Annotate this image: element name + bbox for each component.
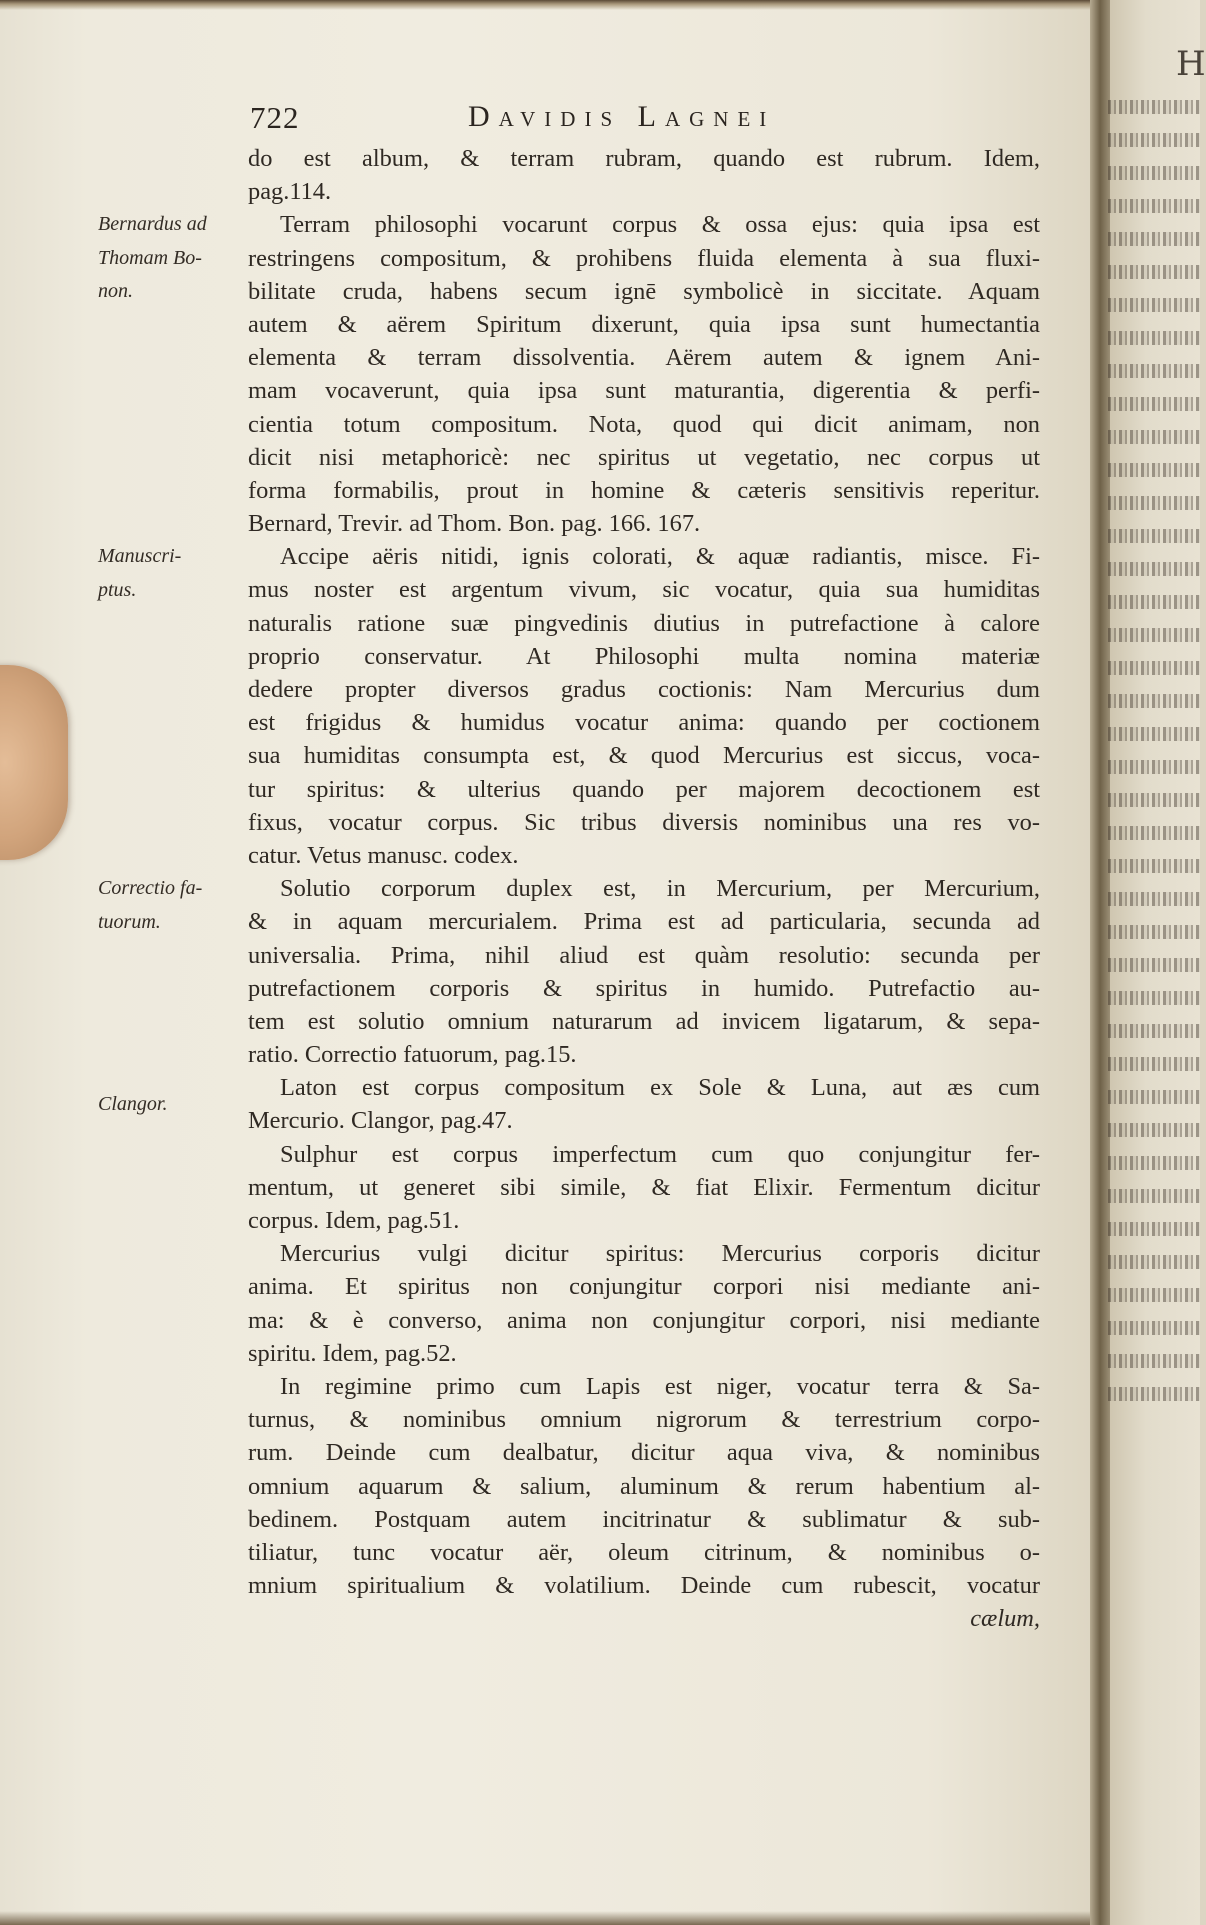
margin-note-line: non.: [98, 279, 133, 302]
body-text: [248, 142, 1040, 1635]
text-line: cientia totum compositum. Nota, quod qui dicit animam, non: [248, 410, 1040, 438]
catchword: cælum,: [970, 1605, 1040, 1633]
text-line: mus noster est argentum vivum, sic vocatur, quia sua humiditas: [248, 576, 1040, 604]
margin-note-correctio: [98, 872, 248, 938]
page-header: [250, 100, 850, 140]
text-line: Solutio corporum duplex est, in Mercurium, per Mercurium,: [280, 875, 1040, 903]
text-line: Mercurius vulgi dicitur spiritus: Mercurius corporis dicitur: [280, 1240, 1040, 1268]
text-line: mnium spiritualium & volatilium. Deinde cum rubescit, vocatur: [248, 1572, 1040, 1600]
text-line: mentum, ut generet sibi simile, & fiat Elixir. Fermentum dicitur: [248, 1173, 1040, 1201]
margin-note-line: Clangor.: [98, 1093, 168, 1116]
text-line: rum. Deinde cum dealbatur, dicitur aqua viva, & nominibus: [248, 1439, 1040, 1467]
text-line: pag.114.: [248, 178, 332, 206]
text-line: dicit nisi metaphoricè: nec spiritus ut vegetatio, nec corpus ut: [248, 443, 1040, 471]
page-top-edge: [0, 0, 1090, 10]
text-line: putrefactionem corporis & spiritus in humido. Putrefactio au-: [248, 974, 1040, 1002]
text-line: Accipe aëris nitidi, ignis colorati, & aquæ radiantis, misce. Fi-: [280, 543, 1040, 571]
running-head: Davidis Lagnei: [468, 100, 776, 133]
text-line: catur. Vetus manusc. codex.: [248, 841, 519, 869]
text-line: do est album, & terram rubram, quando est rubrum. Idem,: [248, 145, 1040, 172]
text-line: turnus, & nominibus omnium nigrorum & terrestrium corpo-: [248, 1406, 1040, 1434]
margin-note-line: Bernardus ad: [98, 213, 207, 236]
text-line: mam vocaverunt, quia ipsa sunt maturantia, digerentia & perfi-: [248, 377, 1040, 405]
text-line: Terram philosophi vocarunt corpus & ossa ejus: quia ipsa est: [280, 211, 1040, 239]
thumb-holding-page: [0, 665, 68, 860]
text-line: Sulphur est corpus imperfectum cum quo conjungitur fer-: [280, 1140, 1040, 1168]
book-gutter: [1090, 0, 1110, 1925]
text-line: autem & aërem Spiritum dixerunt, quia ipsa sunt humectantia: [248, 310, 1040, 338]
text-line: proprio conservatur. At Philosophi multa nomina materiæ: [248, 642, 1040, 670]
page-number: 722: [250, 100, 300, 135]
margin-note-line: ptus.: [98, 578, 137, 601]
margin-note-bernardus: [98, 208, 248, 308]
text-line: elementa & terram dissolventia. Aërem autem & ignem Ani-: [248, 344, 1040, 372]
text-line: tem est solutio omnium naturarum ad invicem ligatarum, & sepa-: [248, 1007, 1040, 1035]
facing-page-letter: H: [1176, 44, 1206, 84]
text-line: Laton est corpus compositum ex Sole & Luna, aut æs cum: [280, 1074, 1040, 1102]
facing-page-text-bleed: [1108, 90, 1200, 1410]
text-line: forma formabilis, prout in homine & cæteris sensitivis reperitur.: [248, 476, 1040, 504]
margin-note-line: Correctio fa-: [98, 877, 203, 900]
text-line: restringens compositum, & prohibens fluida elementa à sua fluxi-: [248, 244, 1040, 272]
text-line: universalia. Prima, nihil aliud est quàm resolutio: secunda per: [248, 941, 1040, 969]
text-line: & in aquam mercurialem. Prima est ad particularia, secunda ad: [248, 908, 1040, 936]
text-line: tiliatur, tunc vocatur aër, oleum citrinum, & nominibus o-: [248, 1538, 1040, 1566]
text-line: Mercurio. Clangor, pag.47.: [248, 1107, 513, 1135]
text-line: bilitate cruda, habens secum ignē symbolicè in siccitate. Aquam: [248, 277, 1040, 305]
text-line: ratio. Correctio fatuorum, pag.15.: [248, 1041, 577, 1069]
text-line: anima. Et spiritus non conjungitur corpori nisi mediante ani-: [248, 1273, 1040, 1301]
text-line: sua humiditas consumpta est, & quod Mercurius est siccus, voca-: [248, 742, 1040, 770]
margin-note-clangor: [98, 1088, 248, 1121]
page-bottom-edge: [0, 1911, 1090, 1925]
text-line: Bernard, Trevir. ad Thom. Bon. pag. 166. 167.: [248, 510, 701, 538]
margin-note-line: tuorum.: [98, 910, 161, 933]
text-line: fixus, vocatur corpus. Sic tribus diversis nominibus una res vo-: [248, 808, 1040, 836]
text-line: naturalis ratione suæ pingvedinis diutius in putrefactione à calore: [248, 609, 1040, 637]
margin-note-line: Thomam Bo-: [98, 246, 202, 269]
text-line: corpus. Idem, pag.51.: [248, 1207, 460, 1234]
text-line: ma: & è converso, anima non conjungitur corpori, nisi mediante: [248, 1306, 1040, 1334]
text-line: est frigidus & humidus vocatur anima: quando per coctionem: [248, 709, 1040, 737]
margin-note-manuscriptus: [98, 540, 248, 606]
text-line: bedinem. Postquam autem incitrinatur & sublimatur & sub-: [248, 1505, 1040, 1533]
margin-note-line: Manuscri-: [98, 545, 182, 568]
text-line: In regimine primo cum Lapis est niger, vocatur terra & Sa-: [280, 1372, 1040, 1400]
text-line: dedere propter diversos gradus coctionis: Nam Mercurius dum: [248, 676, 1040, 703]
text-line: spiritu. Idem, pag.52.: [248, 1339, 457, 1367]
text-line: omnium aquarum & salium, aluminum & rerum habentium al-: [248, 1472, 1040, 1500]
text-line: tur spiritus: & ulterius quando per majorem decoctionem est: [248, 775, 1040, 803]
